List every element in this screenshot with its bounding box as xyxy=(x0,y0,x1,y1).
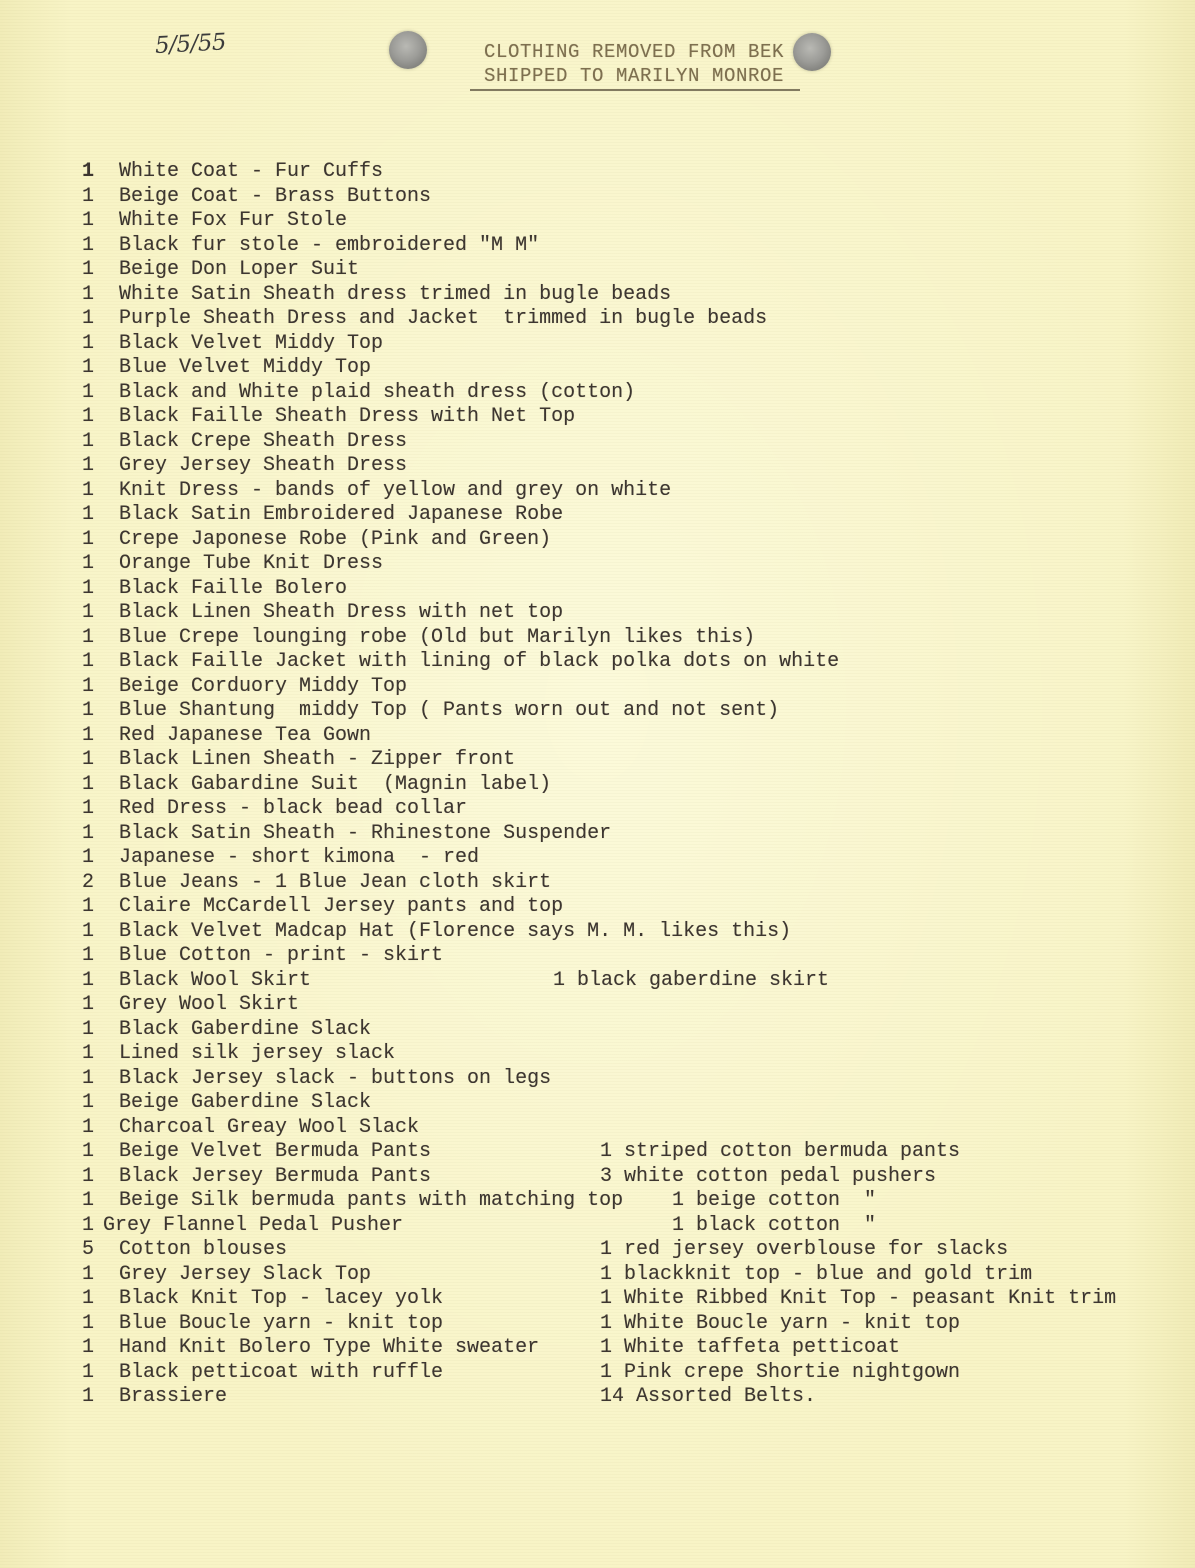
item-description: Lined silk jersey slack xyxy=(119,1042,396,1065)
item-quantity: 1 xyxy=(82,405,95,428)
item-description: Blue Velvet Middy Top xyxy=(119,356,372,379)
list-item xyxy=(0,993,1195,1017)
list-item xyxy=(0,699,1195,723)
handwritten-date: 5/5/55 xyxy=(154,29,227,59)
item-quantity: 1 xyxy=(82,282,95,306)
list-item xyxy=(0,185,1195,209)
list-item xyxy=(0,332,1195,356)
list-item xyxy=(0,773,1195,797)
item-description: Hand Knit Bolero Type White sweater xyxy=(119,1336,540,1359)
item-quantity: 1 xyxy=(82,184,95,208)
item-quantity: 1 xyxy=(82,454,95,477)
item-description: Blue Cotton - print - skirt xyxy=(119,944,444,967)
item-description: Black Satin Embroidered Japanese Robe xyxy=(119,503,564,526)
list-item xyxy=(0,1116,1195,1140)
item-quantity: 5 xyxy=(82,1238,95,1261)
item-quantity: 1 xyxy=(82,1017,95,1041)
item-quantity: 1 xyxy=(82,380,95,404)
item-description: Black Faille Sheath Dress with Net Top xyxy=(119,405,576,428)
list-item xyxy=(0,307,1195,331)
list-item xyxy=(0,1361,1195,1385)
list-item xyxy=(0,1238,1195,1262)
right-column-item: 1 Pink crepe Shortie nightgown xyxy=(600,1360,961,1384)
list-item xyxy=(0,430,1195,454)
item-description: Black petticoat with ruffle xyxy=(119,1360,444,1384)
item-quantity: 1 xyxy=(82,1360,95,1384)
item-quantity: 1 xyxy=(82,1287,95,1310)
item-quantity: 1 xyxy=(82,478,95,502)
list-item xyxy=(0,748,1195,772)
item-description: Black Wool Skirt xyxy=(119,968,312,992)
item-quantity: 1 xyxy=(82,944,95,967)
item-description: Grey Jersey Slack Top xyxy=(119,1262,372,1286)
list-item xyxy=(0,846,1195,870)
item-description: Orange Tube Knit Dress xyxy=(119,552,384,575)
item-description: Beige Velvet Bermuda Pants xyxy=(119,1140,432,1163)
item-description: Black Jersey slack - buttons on legs xyxy=(119,1066,552,1090)
item-description: Black Faille Bolero xyxy=(119,576,348,600)
list-item xyxy=(0,675,1195,699)
list-item xyxy=(0,1214,1195,1238)
item-quantity: 1 xyxy=(82,429,95,453)
list-item xyxy=(0,1336,1195,1360)
item-description: Black Gaberdine Slack xyxy=(119,1017,372,1041)
list-item xyxy=(0,895,1195,919)
item-description: Black Linen Sheath - Zipper front xyxy=(119,748,516,771)
list-item xyxy=(0,405,1195,429)
item-description: Beige Don Loper Suit xyxy=(119,258,360,281)
list-item xyxy=(0,1140,1195,1164)
item-description: Beige Silk bermuda pants with matching top xyxy=(119,1189,624,1212)
item-quantity: 1 xyxy=(82,895,95,918)
item-description: Blue Jeans - 1 Blue Jean cloth skirt xyxy=(119,870,552,894)
item-quantity: 1 xyxy=(82,1189,95,1212)
item-description: Grey Wool Skirt xyxy=(119,993,300,1016)
item-quantity: 1 xyxy=(82,356,95,379)
item-quantity: 1 xyxy=(82,1091,95,1114)
item-quantity: 1 xyxy=(82,797,95,820)
item-description: Blue Crepe lounging robe (Old but Marilyn likes this) xyxy=(119,625,756,649)
item-quantity: 1 xyxy=(82,723,95,747)
list-item xyxy=(0,1042,1195,1066)
list-item xyxy=(0,969,1195,993)
right-column-item: 1 White taffeta petticoat xyxy=(600,1336,901,1359)
item-quantity: 1 xyxy=(82,674,95,698)
item-description: Red Dress - black bead collar xyxy=(119,797,468,820)
item-description: Purple Sheath Dress and Jacket trimmed in bugle beads xyxy=(119,307,768,330)
item-quantity: 1 xyxy=(82,209,95,232)
list-item xyxy=(0,454,1195,478)
item-quantity: 1 xyxy=(82,331,95,355)
list-item xyxy=(0,920,1195,944)
item-quantity: 1 xyxy=(82,968,95,992)
item-description: Black Linen Sheath Dress with net top xyxy=(119,601,564,624)
list-item xyxy=(0,871,1195,895)
list-item xyxy=(0,1312,1195,1336)
list-item xyxy=(0,1018,1195,1042)
right-column-item: 1 black gaberdine skirt xyxy=(553,968,830,992)
item-description: Black and White plaid sheath dress (cotton) xyxy=(119,380,636,404)
right-column-item: 1 red jersey overblouse for slacks xyxy=(600,1238,1009,1261)
list-item xyxy=(0,552,1195,576)
list-item xyxy=(0,944,1195,968)
item-quantity: 1 xyxy=(82,1385,95,1408)
right-column-item: 14 Assorted Belts. xyxy=(600,1385,817,1408)
item-description: Beige Corduory Middy Top xyxy=(119,674,408,698)
punch-hole-right xyxy=(793,33,831,71)
item-quantity: 1 xyxy=(82,650,95,673)
list-item xyxy=(0,650,1195,674)
list-item xyxy=(0,1091,1195,1115)
item-quantity: 1 xyxy=(82,1213,95,1237)
list-item xyxy=(0,577,1195,601)
item-quantity: 1 xyxy=(82,1115,95,1139)
item-quantity: 1 xyxy=(82,1140,95,1163)
list-item xyxy=(0,234,1195,258)
item-description: Blue Shantung middy Top ( Pants worn out and not sent) xyxy=(119,699,780,722)
item-quantity: 1 xyxy=(82,1164,95,1188)
item-description: Beige Coat - Brass Buttons xyxy=(119,184,432,208)
item-description: Cotton blouses xyxy=(119,1238,288,1261)
document-title-line-1: CLOTHING REMOVED FROM BEK xyxy=(484,41,785,63)
list-item xyxy=(0,160,1195,184)
item-description: Grey Jersey Sheath Dress xyxy=(119,454,408,477)
right-column-item: 1 striped cotton bermuda pants xyxy=(600,1140,961,1163)
item-description: Black Crepe Sheath Dress xyxy=(119,429,408,453)
item-description: Red Japanese Tea Gown xyxy=(119,723,372,747)
list-item xyxy=(0,626,1195,650)
item-description: Black Jersey Bermuda Pants xyxy=(119,1164,432,1188)
list-item xyxy=(0,503,1195,527)
item-quantity: 1 xyxy=(82,1311,95,1335)
item-quantity: 1 xyxy=(82,748,95,771)
right-column-item: 1 White Ribbed Knit Top - peasant Knit trim xyxy=(600,1287,1117,1310)
item-description: Black fur stole - embroidered "M M" xyxy=(119,233,540,257)
item-quantity: 1 xyxy=(82,1066,95,1090)
list-item xyxy=(0,601,1195,625)
list-item xyxy=(0,356,1195,380)
list-item xyxy=(0,1189,1195,1213)
list-item xyxy=(0,1067,1195,1091)
document-title-line-2: SHIPPED TO MARILYN MONROE xyxy=(484,65,785,87)
list-item xyxy=(0,822,1195,846)
item-quantity: 1 xyxy=(82,699,95,722)
item-description: Black Velvet Madcap Hat (Florence says M. M. likes this) xyxy=(119,919,792,943)
list-item xyxy=(0,258,1195,282)
item-quantity: 1 xyxy=(82,527,95,551)
item-quantity: 1 xyxy=(82,307,95,330)
item-quantity: 1 xyxy=(82,625,95,649)
item-description: Knit Dress - bands of yellow and grey on white xyxy=(119,478,672,502)
item-description: Charcoal Greay Wool Slack xyxy=(119,1115,420,1139)
item-description: Grey Flannel Pedal Pusher xyxy=(103,1213,404,1237)
list-item xyxy=(0,1263,1195,1287)
item-quantity: 1 xyxy=(82,576,95,600)
item-description: White Satin Sheath dress trimed in bugle beads xyxy=(119,282,672,306)
item-description: Crepe Japonese Robe (Pink and Green) xyxy=(119,527,552,551)
item-quantity: 1 xyxy=(82,772,95,796)
item-description: Black Gabardine Suit (Magnin label) xyxy=(119,772,552,796)
list-item xyxy=(0,283,1195,307)
item-description: Japanese - short kimona - red xyxy=(119,846,480,869)
item-quantity: 1 xyxy=(82,919,95,943)
right-column-item: 1 blackknit top - blue and gold trim xyxy=(600,1262,1033,1286)
item-quantity: 1 xyxy=(82,821,95,845)
right-column-item: 1 black cotton " xyxy=(672,1213,877,1237)
item-quantity: 1 xyxy=(82,1336,95,1359)
item-description: Black Faille Jacket with lining of black polka dots on white xyxy=(119,650,840,673)
item-quantity: 1 xyxy=(82,1262,95,1286)
item-description: Beige Gaberdine Slack xyxy=(119,1091,372,1114)
item-description: Claire McCardell Jersey pants and top xyxy=(119,895,564,918)
item-description: Black Knit Top - lacey yolk xyxy=(119,1287,444,1310)
item-quantity: 1 xyxy=(82,552,95,575)
item-description: Black Velvet Middy Top xyxy=(119,331,384,355)
list-item xyxy=(0,1385,1195,1409)
item-quantity: 1 xyxy=(82,601,95,624)
item-quantity: 1 xyxy=(82,503,95,526)
item-quantity: 1 xyxy=(82,993,95,1016)
item-description: Brassiere xyxy=(119,1385,228,1408)
item-description: White Coat - Fur Cuffs xyxy=(119,160,384,183)
right-column-item: 1 White Boucle yarn - knit top xyxy=(600,1311,961,1335)
item-description: Blue Boucle yarn - knit top xyxy=(119,1311,444,1335)
item-quantity: 1 xyxy=(82,846,95,869)
right-column-item: 1 beige cotton " xyxy=(672,1189,877,1212)
list-item xyxy=(0,1165,1195,1189)
list-item xyxy=(0,381,1195,405)
item-description: White Fox Fur Stole xyxy=(119,209,348,232)
list-item xyxy=(0,528,1195,552)
list-item xyxy=(0,797,1195,821)
list-item xyxy=(0,209,1195,233)
item-quantity: 2 xyxy=(82,870,95,894)
list-item xyxy=(0,1287,1195,1311)
list-item xyxy=(0,479,1195,503)
item-quantity: 1 xyxy=(82,233,95,257)
right-column-item: 3 white cotton pedal pushers xyxy=(600,1164,937,1188)
item-quantity: 1 xyxy=(82,258,95,281)
list-item xyxy=(0,724,1195,748)
item-quantity: 1 xyxy=(82,160,95,183)
item-description: Black Satin Sheath - Rhinestone Suspender xyxy=(119,821,612,845)
item-quantity: 1 xyxy=(82,1042,95,1065)
